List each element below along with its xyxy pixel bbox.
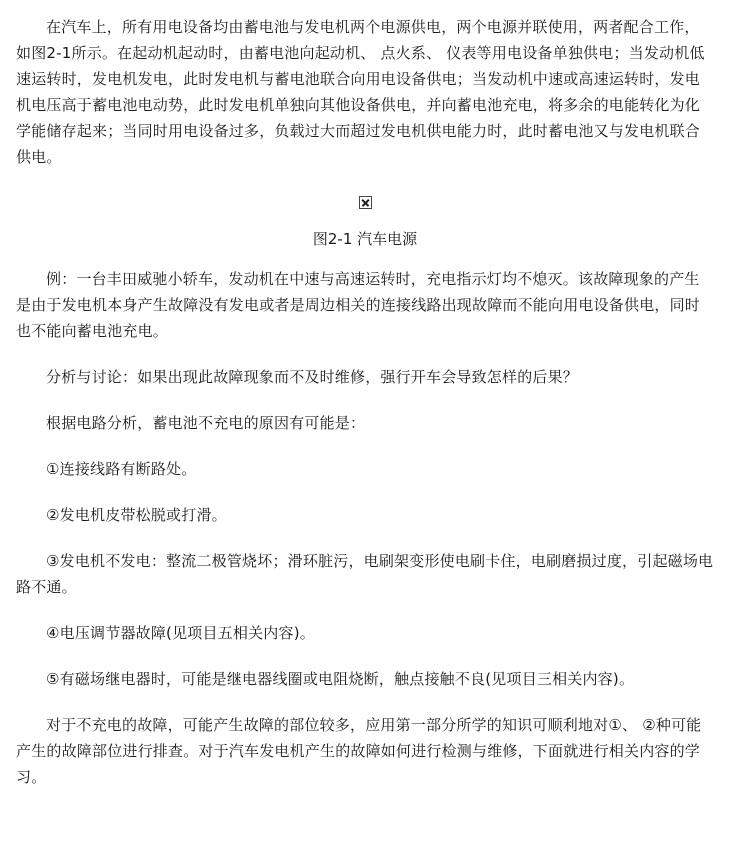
cause-item-5: ⑤有磁场继电器时，可能是继电器线圈或电阻烧断，触点接触不良(见项目三相关内容)。 [46,670,635,688]
intro-paragraph: 在汽车上，所有用电设备均由蓄电池与发电机两个电源供电，两个电源并联使用，两者配合工作，如图2-1所示。在起动机起动时，由蓄电池向起动机、 点火系、 仪表等用电设备单独供电；当发动机低速运转时，发电机发电，此时发电机与蓄电池联合向用电设备供电；当发动机中速或高速运转时，发电机电压高于蓄电池电动势，此时发电机单独向其他设备供电，并向蓄电池充电，将多余的电能转化为化学能储存起来；当同时用电设备过多，负载过大而超过发电机供电能力时，此时蓄电池又与发电机联合供电。 [16,18,705,166]
figure-caption: 图2-1 汽车电源 [312,230,418,248]
discussion-paragraph: 分析与讨论：如果出现此故障现象而不及时维修，强行开车会导致怎样的后果？ [46,368,579,386]
cause-item-2: ②发电机皮带松脱或打滑。 [46,506,227,524]
cause-item-4: ④电压调节器故障(见项目五相关内容)。 [46,624,315,642]
cause-item-3: ③发电机不发电：整流二极管烧坏；滑环脏污，电刷架变形使电刷卡住，电刷磨损过度，引起磁场电路不通。 [16,552,714,596]
example-paragraph: 例：一台丰田威驰小轿车，发动机在中速与高速运转时，充电指示灯均不熄灭。该故障现象的产生是由于发电机本身产生故障没有发电或者是周边相关的连接线路出现故障而不能向用电设备供电，同时也不能向蓄电池充电。 [16,270,701,340]
broken-image-icon [359,196,372,209]
figure-placeholder [16,192,714,214]
cause-item-1: ①连接线路有断路处。 [46,460,197,478]
conclusion-paragraph: 对于不充电的故障，可能产生故障的部位较多，应用第一部分所学的知识可顺利地对①、 ②种可能产生的故障部位进行排查。对于汽车发电机产生的故障如何进行检测与维修，下面就进行相关内容的学习。 [16,716,702,786]
analysis-paragraph: 根据电路分析，蓄电池不充电的原因有可能是： [46,414,366,432]
